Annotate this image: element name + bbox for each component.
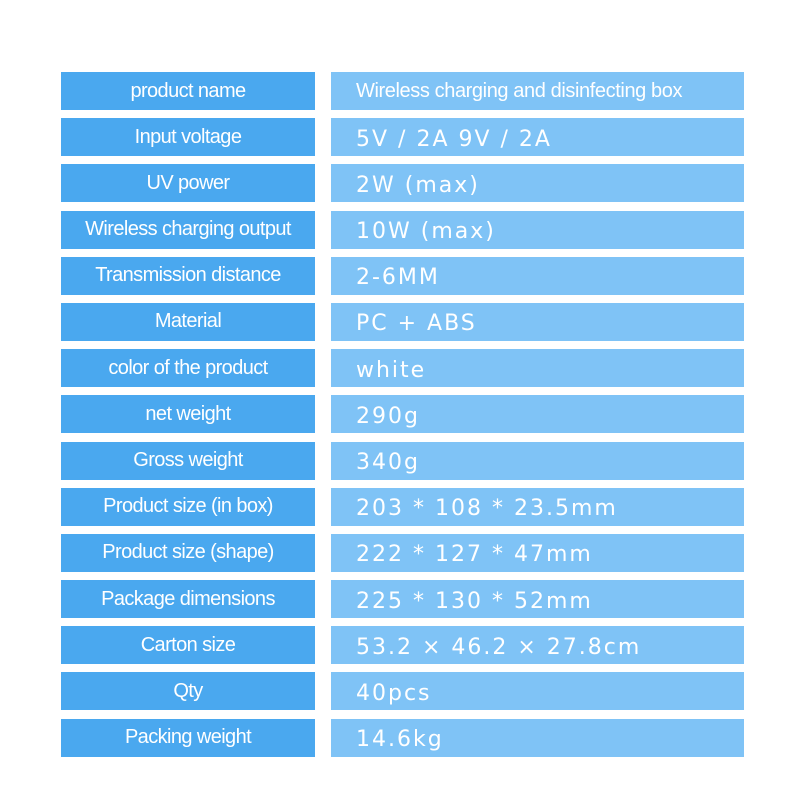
spec-row-uv-power [61,164,744,202]
spec-value: 290g [331,395,744,433]
spec-label: Wireless charging output [61,211,315,249]
spec-row-product-size-in-box [61,488,744,526]
spec-label: Packing weight [61,719,315,757]
spec-row-gross-weight [61,442,744,480]
spec-label: color of the product [61,349,315,387]
spec-value: 2W (max) [331,164,744,202]
spec-row-material [61,303,744,341]
spec-value: 340g [331,442,744,480]
spec-value: 2-6MM [331,257,744,295]
spec-value: white [331,349,744,387]
spec-label: UV power [61,164,315,202]
spec-label: net weight [61,395,315,433]
spec-row-net-weight [61,395,744,433]
spec-row-packing-weight [61,719,744,757]
spec-value: 10W (max) [331,211,744,249]
spec-value: 222 * 127 * 47mm [331,534,744,572]
spec-label: Gross weight [61,442,315,480]
spec-row-wireless-charging-output [61,211,744,249]
spec-value: 14.6kg [331,719,744,757]
spec-value: 203 * 108 * 23.5mm [331,488,744,526]
spec-value: 5V / 2A 9V / 2A [331,118,744,156]
spec-label: Qty [61,672,315,710]
spec-value: Wireless charging and disinfecting box [331,72,744,110]
spec-row-transmission-distance [61,257,744,295]
spec-label: Input voltage [61,118,315,156]
spec-row-package-dimensions [61,580,744,618]
spec-label: product name [61,72,315,110]
spec-row-product-name [61,72,744,110]
spec-table [61,72,744,765]
spec-label: Product size (in box) [61,488,315,526]
spec-label: Transmission distance [61,257,315,295]
spec-row-carton-size [61,626,744,664]
spec-row-qty [61,672,744,710]
spec-value: PC + ABS [331,303,744,341]
spec-row-product-size-shape [61,534,744,572]
spec-label: Material [61,303,315,341]
spec-value: 40pcs [331,672,744,710]
spec-row-input-voltage [61,118,744,156]
spec-label: Package dimensions [61,580,315,618]
spec-label: Product size (shape) [61,534,315,572]
spec-label: Carton size [61,626,315,664]
spec-row-color [61,349,744,387]
spec-value: 225 * 130 * 52mm [331,580,744,618]
spec-value: 53.2 × 46.2 × 27.8cm [331,626,744,664]
